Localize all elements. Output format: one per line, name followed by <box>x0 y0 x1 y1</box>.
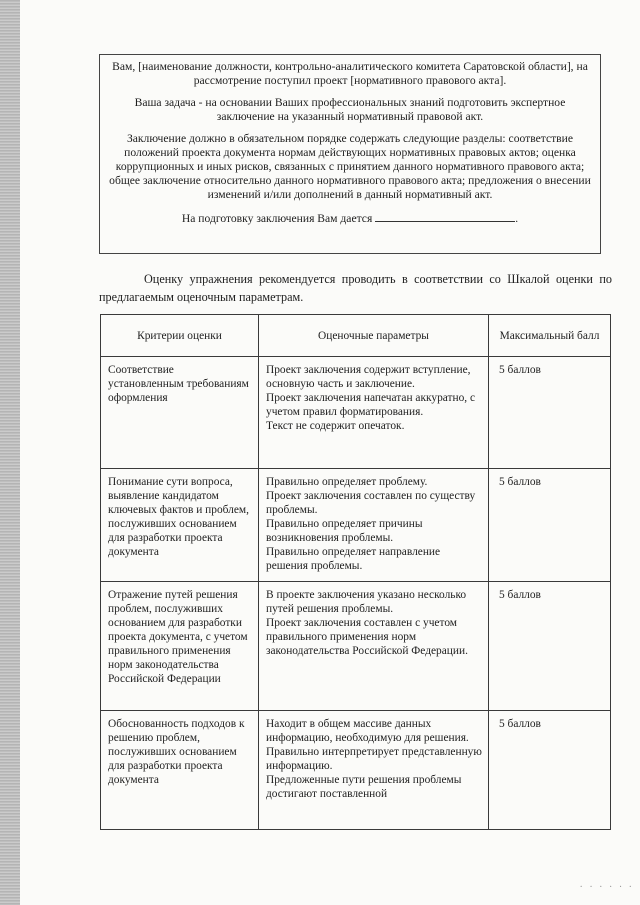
score-cell: 5 баллов <box>489 357 611 469</box>
params-cell <box>259 469 489 582</box>
task-para-3: Заключение должно в обязательном порядке содержать следующие разделы: соответствие положений проекта документа нормам действующих нормативных правовых актов; оценка коррупционных и иных рисков, связанных с принятием данного нормативного правового акта; общее заключение относительно данного нормативного правового акта; предложения о внесении изменений и/или дополнений в данный нормативный акт. <box>109 132 591 201</box>
header-criteria: Критерии оценки <box>101 315 259 357</box>
param-line: В проекте заключения указано несколько путей решения проблемы. <box>266 589 467 615</box>
table-header-row <box>101 315 611 357</box>
score-cell: 5 баллов <box>489 711 611 830</box>
param-line: Предложенные пути решения проблемы достигают поставленной <box>266 774 462 800</box>
header-max-score: Максимальный балл <box>489 315 611 357</box>
table-row <box>101 469 611 582</box>
param-line: Правильно интерпретирует представленную информацию. <box>266 746 482 772</box>
param-line: Проект заключения составлен по существу проблемы. <box>266 490 476 516</box>
criterion-cell: Отражение путей решения проблем, послуживших основанием для разработки проекта документа, с учетом правильного применения норм законодательства Российской Федерации <box>101 582 259 711</box>
table-row <box>101 357 611 469</box>
param-line: Проект заключения напечатан аккуратно, с учетом правил форматирования. <box>266 392 476 418</box>
score-cell: 5 баллов <box>489 469 611 582</box>
param-line: Правильно определяет проблему. <box>266 476 428 488</box>
score-cell: 5 баллов <box>489 582 611 711</box>
deadline-end: . <box>515 212 519 225</box>
params-cell <box>259 582 489 711</box>
param-line: Текст не содержит опечаток. <box>266 420 405 432</box>
deadline-text: На подготовку заключения Вам дается <box>181 212 373 225</box>
param-line: Проект заключения составлен с учетом правильного применения норм законодательства Российской Федерации. <box>266 617 468 657</box>
param-line: Правильно определяет причины возникновения проблемы. <box>266 518 423 544</box>
criterion-cell: Соответствие установленным требованиям оформления <box>101 357 259 469</box>
task-para-2: Ваша задача - на основании Ваших профессиональных знаний подготовить экспертное заключение на указанный нормативный правовой акт. <box>134 96 566 123</box>
scan-edge <box>0 0 20 905</box>
table-row <box>101 582 611 711</box>
param-line: Правильно определяет направление решения проблемы. <box>266 546 441 572</box>
assessment-table <box>100 314 611 830</box>
params-cell <box>259 711 489 830</box>
table-row <box>101 711 611 830</box>
scan-dots: · · · · · · <box>579 882 634 893</box>
intro-paragraph: Оценку упражнения рекомендуется проводить в соответствии со Шкалой оценки по предлагаемым оценочным параметрам. <box>99 272 612 304</box>
deadline-blank <box>375 211 515 222</box>
params-cell <box>259 357 489 469</box>
task-box <box>99 54 601 254</box>
header-parameters: Оценочные параметры <box>259 315 489 357</box>
criterion-cell: Понимание сути вопроса, выявление кандидатом ключевых фактов и проблем, послуживших основанием для разработки проекта документа <box>101 469 259 582</box>
task-para-1: Вам, [наименование должности, контрольно-аналитического комитета Саратовской области], на рассмотрение поступил проект [нормативного правового акта]. <box>112 60 588 87</box>
param-line: Проект заключения содержит вступление, основную часть и заключение. <box>266 364 471 390</box>
criterion-cell: Обоснованность подходов к решению проблем, послуживших основанием для разработки проекта документа <box>101 711 259 830</box>
deadline-line <box>106 211 594 226</box>
param-line: Находит в общем массиве данных информацию, необходимую для решения. <box>266 718 469 744</box>
